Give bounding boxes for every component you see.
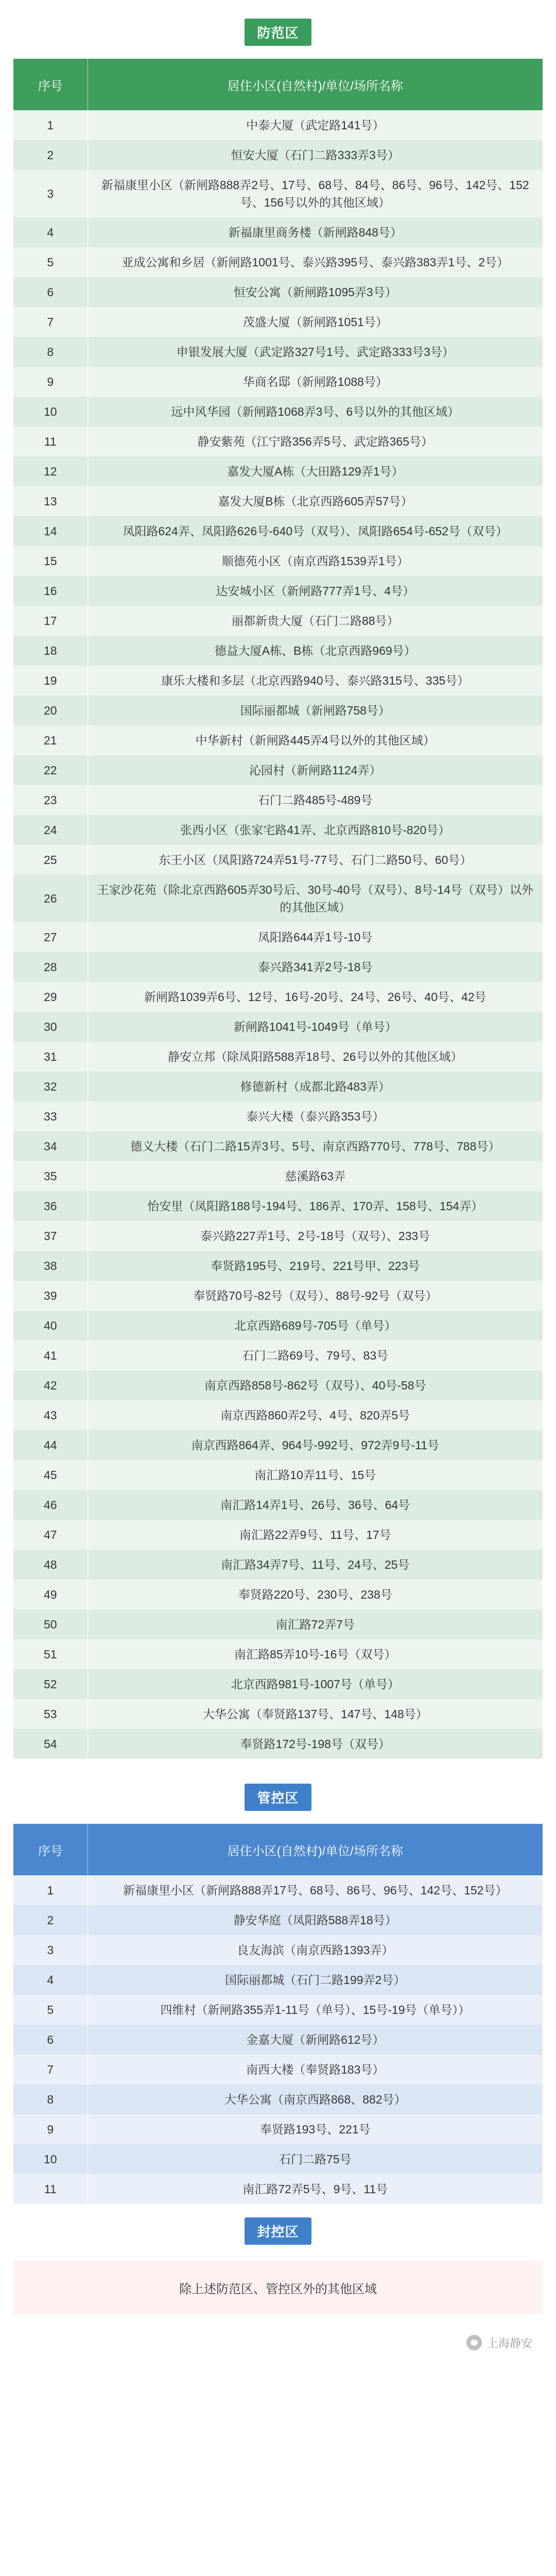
table-row xyxy=(13,1012,543,1042)
table-row xyxy=(13,1520,543,1550)
table-row xyxy=(13,1699,543,1729)
row-location-name: 良友海滨（南京西路1393弄） xyxy=(88,1935,543,1965)
row-location-name: 国际丽都城（石门二路199弄2号） xyxy=(88,1965,543,1995)
table-row xyxy=(13,1729,543,1759)
row-location-name: 静安立邦（除凤阳路588弄18号、26号以外的其他区域） xyxy=(88,1042,543,1072)
row-location-name: 金嘉大厦（新闸路612号） xyxy=(88,2025,543,2055)
row-location-name: 新福康里小区（新闸路888弄17号、68号、86号、96号、142号、152号） xyxy=(88,1875,543,1905)
table-row xyxy=(13,337,543,367)
row-index: 38 xyxy=(13,1251,88,1281)
table-row xyxy=(13,1281,543,1311)
row-index: 8 xyxy=(13,2084,88,2114)
table-row xyxy=(13,922,543,952)
table-row xyxy=(13,307,543,337)
row-location-name: 南汇路22弄9号、11号、17号 xyxy=(88,1520,543,1550)
row-index: 54 xyxy=(13,1729,88,1759)
row-location-name: 张西小区（张家宅路41弄、北京西路810号-820号） xyxy=(88,815,543,845)
row-index: 4 xyxy=(13,1965,88,1995)
fangfan-table-body xyxy=(13,110,543,1759)
table-row xyxy=(13,1341,543,1370)
table-row xyxy=(13,1430,543,1460)
table-row xyxy=(13,636,543,666)
table-row xyxy=(13,606,543,636)
table-row xyxy=(13,982,543,1012)
table-row xyxy=(13,1609,543,1639)
row-index: 46 xyxy=(13,1490,88,1520)
row-location-name: 申银发展大厦（武定路327号1号、武定路333号3号） xyxy=(88,337,543,367)
row-index: 1 xyxy=(13,1875,88,1905)
row-index: 51 xyxy=(13,1639,88,1669)
watermark-text: 上海静安 xyxy=(486,2336,532,2350)
row-index: 22 xyxy=(13,755,88,785)
row-index: 9 xyxy=(13,2114,88,2144)
table-row xyxy=(13,2055,543,2084)
row-index: 16 xyxy=(13,576,88,606)
table-row xyxy=(13,217,543,247)
row-index: 3 xyxy=(13,1935,88,1965)
table-row xyxy=(13,666,543,696)
row-index: 34 xyxy=(13,1131,88,1161)
section-title-fangkong xyxy=(13,2204,543,2258)
row-index: 2 xyxy=(13,140,88,170)
row-location-name: 石门二路485号-489号 xyxy=(88,785,543,815)
table-row xyxy=(13,1370,543,1400)
row-index: 13 xyxy=(13,486,88,516)
watermark xyxy=(13,2314,543,2371)
row-index: 32 xyxy=(13,1072,88,1101)
table-row xyxy=(13,1550,543,1580)
row-location-name: 南汇路10弄11号、15号 xyxy=(88,1460,543,1490)
guankong-title-badge: 管控区 xyxy=(245,1784,311,1811)
row-index: 35 xyxy=(13,1161,88,1191)
row-location-name: 静安华庭（凤阳路588弄18号） xyxy=(88,1905,543,1935)
table-row xyxy=(13,875,543,922)
row-location-name: 怡安里（凤阳路188号-194号、186弄、170弄、158号、154弄） xyxy=(88,1191,543,1221)
row-location-name: 王家沙花苑（除北京西路605弄30号后、30号-40号（双号）、8号-14号（双号）以外的其他区域） xyxy=(88,875,543,922)
row-index: 24 xyxy=(13,815,88,845)
row-index: 20 xyxy=(13,696,88,725)
table-header-row xyxy=(13,59,543,110)
fangfan-title-badge: 防范区 xyxy=(245,19,311,46)
row-index: 2 xyxy=(13,1905,88,1935)
row-index: 27 xyxy=(13,922,88,952)
table-row xyxy=(13,1995,543,2025)
row-location-name: 康乐大楼和多层（北京西路940号、泰兴路315号、335号） xyxy=(88,666,543,696)
row-index: 5 xyxy=(13,1995,88,2025)
row-index: 12 xyxy=(13,456,88,486)
row-location-name: 顺德苑小区（南京西路1539弄1号） xyxy=(88,546,543,576)
table-row xyxy=(13,2025,543,2055)
row-index: 7 xyxy=(13,2055,88,2084)
row-location-name: 国际丽都城（新闸路758号） xyxy=(88,696,543,725)
row-index: 21 xyxy=(13,725,88,755)
row-location-name: 远中风华园（新闸路1068弄3号、6号以外的其他区域） xyxy=(88,397,543,427)
row-location-name: 恒安公寓（新闸路1095弄3号） xyxy=(88,277,543,307)
table-row xyxy=(13,140,543,170)
table-row xyxy=(13,2174,543,2204)
table-row xyxy=(13,247,543,277)
row-index: 11 xyxy=(13,427,88,456)
row-index: 11 xyxy=(13,2174,88,2204)
row-index: 25 xyxy=(13,845,88,875)
row-index: 15 xyxy=(13,546,88,576)
wechat-icon xyxy=(466,2335,482,2350)
table-row xyxy=(13,815,543,845)
row-location-name: 丽都新贵大厦（石门二路88号） xyxy=(88,606,543,636)
row-location-name: 新福康里商务楼（新闸路848号） xyxy=(88,217,543,247)
fangfan-table xyxy=(13,59,543,1759)
table-row xyxy=(13,546,543,576)
table-row xyxy=(13,486,543,516)
table-row xyxy=(13,2084,543,2114)
fangkong-title-badge: 封控区 xyxy=(245,2217,311,2245)
table-row xyxy=(13,1221,543,1251)
row-index: 6 xyxy=(13,2025,88,2055)
row-location-name: 东王小区（凤阳路724弄51号-77号、石门二路50号、60号） xyxy=(88,845,543,875)
table-row xyxy=(13,1669,543,1699)
row-index: 8 xyxy=(13,337,88,367)
row-index: 40 xyxy=(13,1311,88,1341)
table-row xyxy=(13,110,543,140)
table-row xyxy=(13,1251,543,1281)
row-index: 26 xyxy=(13,875,88,922)
row-location-name: 南京西路858号-862号（双号）、40号-58号 xyxy=(88,1370,543,1400)
table-row xyxy=(13,845,543,875)
row-index: 36 xyxy=(13,1191,88,1221)
fangkong-note: 除上述防范区、管控区外的其他区域 xyxy=(13,2261,543,2314)
table-row xyxy=(13,516,543,546)
table-row xyxy=(13,170,543,217)
row-index: 50 xyxy=(13,1609,88,1639)
row-index: 9 xyxy=(13,367,88,397)
row-location-name: 中华新村（新闸路445弄4号以外的其他区域） xyxy=(88,725,543,755)
row-location-name: 泰兴大楼（泰兴路353号） xyxy=(88,1101,543,1131)
guankong-table-body xyxy=(13,1875,543,2204)
header-index: 序号 xyxy=(13,59,88,110)
row-location-name: 石门二路75号 xyxy=(88,2144,543,2174)
row-index: 44 xyxy=(13,1430,88,1460)
table-row xyxy=(13,397,543,427)
table-row xyxy=(13,1935,543,1965)
table-row xyxy=(13,1042,543,1072)
table-row xyxy=(13,277,543,307)
table-row xyxy=(13,952,543,982)
row-location-name: 奉贤路172号-198号（双号） xyxy=(88,1729,543,1759)
row-location-name: 泰兴路341弄2号-18号 xyxy=(88,952,543,982)
row-location-name: 静安紫苑（江宁路356弄5号、武定路365号） xyxy=(88,427,543,456)
row-index: 37 xyxy=(13,1221,88,1251)
row-location-name: 凤阳路624弄、凤阳路626号-640号（双号）、凤阳路654号-652号（双号） xyxy=(88,516,543,546)
table-row xyxy=(13,1639,543,1669)
row-location-name: 德益大厦A栋、B栋（北京西路969号） xyxy=(88,636,543,666)
row-location-name: 恒安大厦（石门二路333弄3号） xyxy=(88,140,543,170)
row-location-name: 奉贤路195号、219号、221号甲、223号 xyxy=(88,1251,543,1281)
guankong-table xyxy=(13,1824,543,2204)
section-title-fangfan xyxy=(13,5,543,59)
row-location-name: 德义大楼（石门二路15弄3号、5号、南京西路770号、778号、788号） xyxy=(88,1131,543,1161)
row-index: 49 xyxy=(13,1580,88,1609)
row-location-name: 北京西路981号-1007号（单号） xyxy=(88,1669,543,1699)
row-index: 47 xyxy=(13,1520,88,1550)
row-index: 42 xyxy=(13,1370,88,1400)
row-location-name: 中泰大厦（武定路141号） xyxy=(88,110,543,140)
row-index: 4 xyxy=(13,217,88,247)
row-location-name: 嘉发大厦A栋（大田路129弄1号） xyxy=(88,456,543,486)
row-index: 23 xyxy=(13,785,88,815)
row-index: 1 xyxy=(13,110,88,140)
row-index: 10 xyxy=(13,2144,88,2174)
row-index: 3 xyxy=(13,170,88,217)
row-location-name: 大华公寓（南京西路868、882号） xyxy=(88,2084,543,2114)
row-index: 45 xyxy=(13,1460,88,1490)
row-index: 53 xyxy=(13,1699,88,1729)
row-location-name: 奉贤路220号、230号、238号 xyxy=(88,1580,543,1609)
table-row xyxy=(13,755,543,785)
row-location-name: 达安城小区（新闸路777弄1号、4号） xyxy=(88,576,543,606)
row-index: 43 xyxy=(13,1400,88,1430)
table-row xyxy=(13,1460,543,1490)
table-row xyxy=(13,1490,543,1520)
row-index: 17 xyxy=(13,606,88,636)
table-row xyxy=(13,1875,543,1905)
table-row xyxy=(13,427,543,456)
table-row xyxy=(13,367,543,397)
row-location-name: 新闸路1039弄6号、12号、16号-20号、24号、26号、40号、42号 xyxy=(88,982,543,1012)
row-location-name: 大华公寓（奉贤路137号、147号、148号） xyxy=(88,1699,543,1729)
table-row xyxy=(13,1580,543,1609)
table-row xyxy=(13,1905,543,1935)
row-index: 14 xyxy=(13,516,88,546)
row-location-name: 南西大楼（奉贤路183号） xyxy=(88,2055,543,2084)
row-location-name: 北京西路689号-705号（单号） xyxy=(88,1311,543,1341)
row-index: 33 xyxy=(13,1101,88,1131)
header-name: 居住小区(自然村)/单位/场所名称 xyxy=(88,59,543,110)
row-location-name: 南汇路85弄10号-16号（双号） xyxy=(88,1639,543,1669)
row-location-name: 南汇路34弄7号、11号、24号、25号 xyxy=(88,1550,543,1580)
row-index: 5 xyxy=(13,247,88,277)
row-index: 6 xyxy=(13,277,88,307)
row-location-name: 四维村（新闸路355弄1-11号（单号）、15号-19号（单号）） xyxy=(88,1995,543,2025)
section-title-guankong xyxy=(13,1770,543,1824)
header-index: 序号 xyxy=(13,1824,88,1875)
row-location-name: 茂盛大厦（新闸路1051号） xyxy=(88,307,543,337)
row-index: 39 xyxy=(13,1281,88,1311)
row-location-name: 泰兴路227弄1号、2号-18号（双号）、233号 xyxy=(88,1221,543,1251)
row-location-name: 石门二路69号、79号、83号 xyxy=(88,1341,543,1370)
row-location-name: 慈溪路63弄 xyxy=(88,1161,543,1191)
row-location-name: 南京西路860弄2号、4号、820弄5号 xyxy=(88,1400,543,1430)
table-row xyxy=(13,1072,543,1101)
row-index: 10 xyxy=(13,397,88,427)
row-index: 19 xyxy=(13,666,88,696)
table-row xyxy=(13,1311,543,1341)
table-row xyxy=(13,456,543,486)
row-location-name: 南汇路72弄5号、9号、11号 xyxy=(88,2174,543,2204)
table-row xyxy=(13,1161,543,1191)
row-index: 52 xyxy=(13,1669,88,1699)
row-index: 48 xyxy=(13,1550,88,1580)
table-row xyxy=(13,725,543,755)
table-row xyxy=(13,1101,543,1131)
table-row xyxy=(13,1131,543,1161)
row-location-name: 南汇路72弄7号 xyxy=(88,1609,543,1639)
row-index: 31 xyxy=(13,1042,88,1072)
row-index: 7 xyxy=(13,307,88,337)
row-location-name: 修德新村（成都北路483弄） xyxy=(88,1072,543,1101)
table-row xyxy=(13,2114,543,2144)
header-name: 居住小区(自然村)/单位/场所名称 xyxy=(88,1824,543,1875)
row-index: 28 xyxy=(13,952,88,982)
row-location-name: 凤阳路644弄1号-10号 xyxy=(88,922,543,952)
table-row xyxy=(13,696,543,725)
table-row xyxy=(13,1965,543,1995)
row-index: 30 xyxy=(13,1012,88,1042)
row-location-name: 华商名邸（新闸路1088号） xyxy=(88,367,543,397)
row-location-name: 南汇路14弄1号、26号、36号、64号 xyxy=(88,1490,543,1520)
table-row xyxy=(13,2144,543,2174)
table-row xyxy=(13,576,543,606)
row-location-name: 新福康里小区（新闸路888弄2号、17号、68号、84号、86号、96号、142号、152号、156号以外的其他区域） xyxy=(88,170,543,217)
table-row xyxy=(13,1400,543,1430)
row-index: 18 xyxy=(13,636,88,666)
row-location-name: 嘉发大厦B栋（北京西路605弄57号） xyxy=(88,486,543,516)
row-index: 29 xyxy=(13,982,88,1012)
row-location-name: 新闸路1041号-1049号（单号） xyxy=(88,1012,543,1042)
table-row xyxy=(13,1191,543,1221)
row-location-name: 沁园村（新闸路1124弄） xyxy=(88,755,543,785)
row-location-name: 亚成公寓和乡居（新闸路1001号、泰兴路395号、泰兴路383弄1号、2号） xyxy=(88,247,543,277)
row-location-name: 奉贤路70号-82号（双号）、88号-92号（双号） xyxy=(88,1281,543,1311)
row-index: 41 xyxy=(13,1341,88,1370)
row-location-name: 南京西路864弄、964号-992号、972弄9号-11号 xyxy=(88,1430,543,1460)
table-header-row xyxy=(13,1824,543,1875)
table-row xyxy=(13,785,543,815)
row-location-name: 奉贤路193号、221号 xyxy=(88,2114,543,2144)
